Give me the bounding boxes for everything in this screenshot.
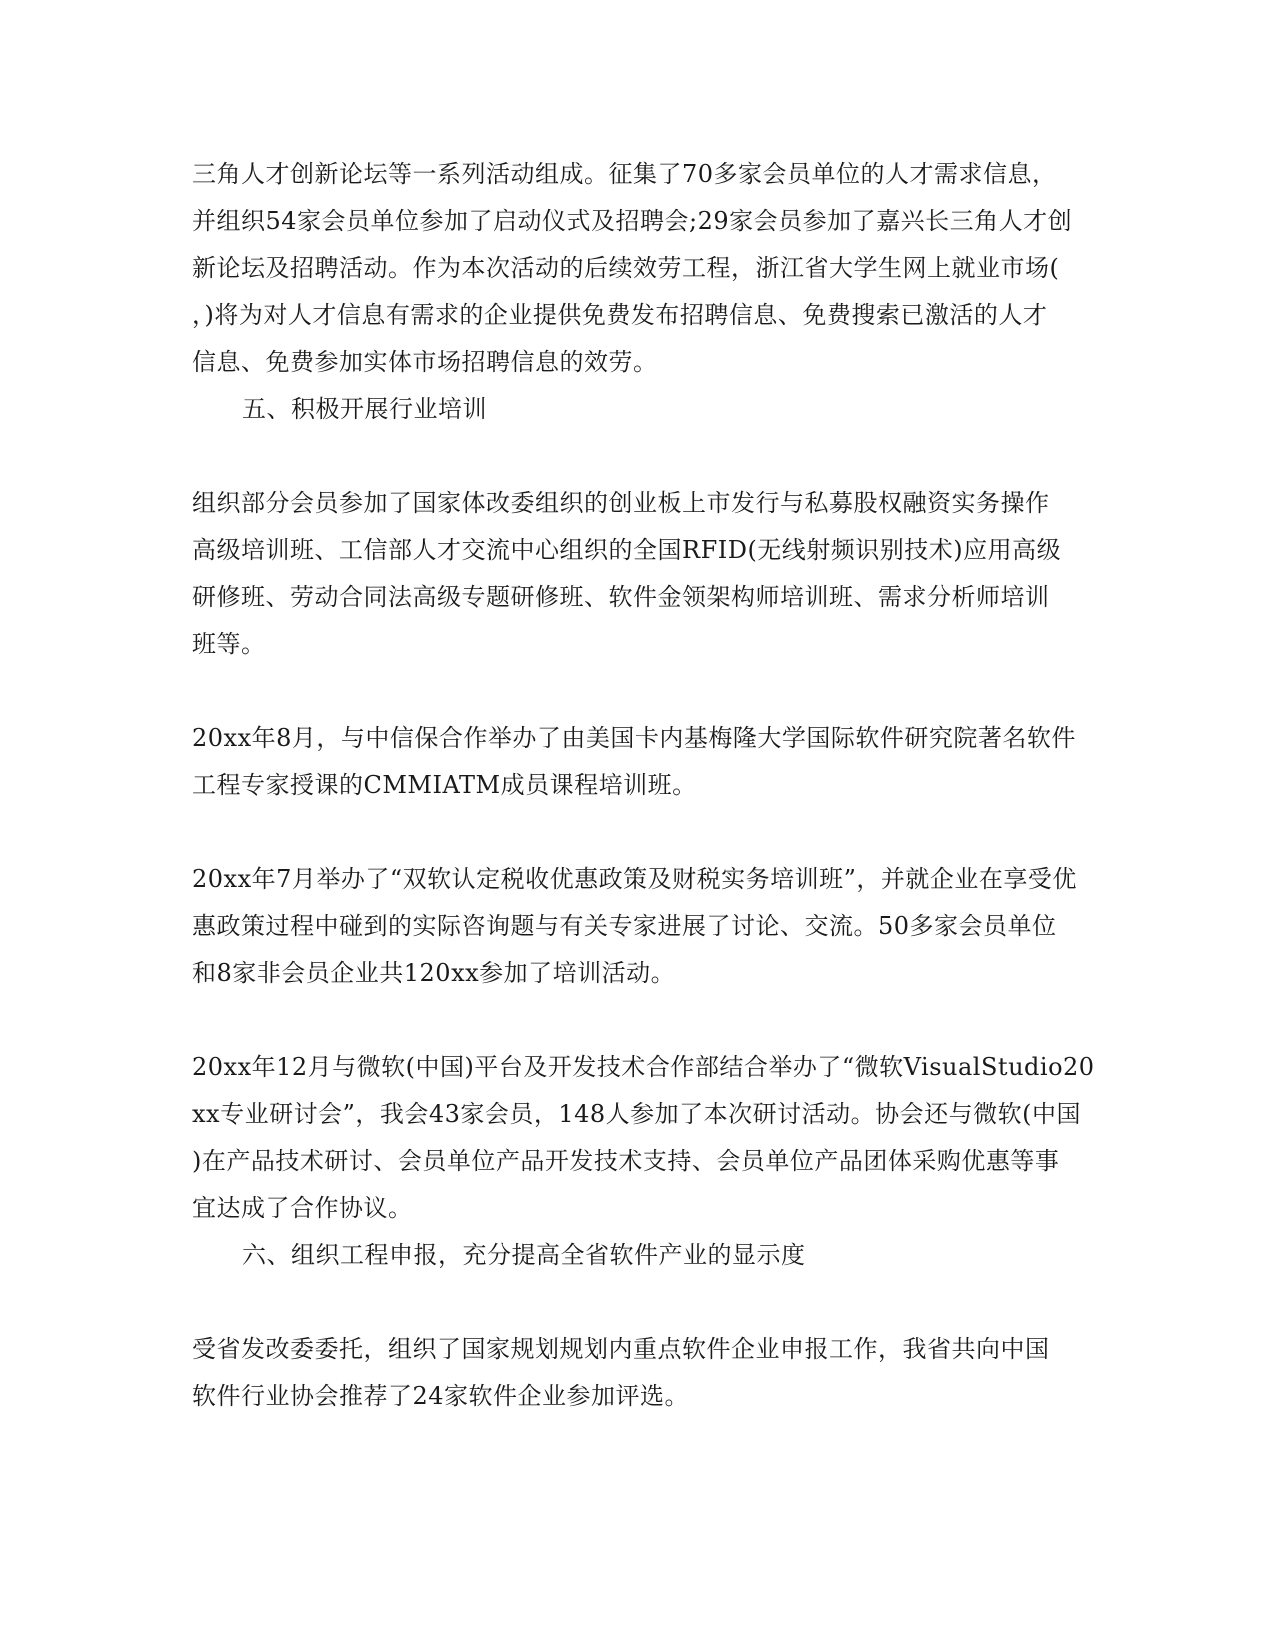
text-line: 高级培训班、工信部人才交流中心组织的全国RFID(无线射频识别技术)应用高级 — [192, 536, 1062, 564]
text-line: 研修班、劳动合同法高级专题研修班、软件金领架构师培训班、需求分析师培训 — [192, 583, 1050, 611]
text-line: 软件行业协会推荐了24家软件企业参加评选。 — [192, 1382, 690, 1410]
text-line: xx专业研讨会”，我会43家会员，148人参加了本次研讨活动。协会还与微软(中国 — [192, 1100, 1082, 1128]
text-line: 20xx年12月与微软(中国)平台及开发技术合作部结合举办了“微软VisualStudio20 — [192, 1053, 1095, 1081]
section-heading-6: 六、组织工程申报，充分提高全省软件产业的显示度 — [242, 1241, 806, 1269]
text-line: 惠政策过程中碰到的实际咨询题与有关专家进展了讨论、交流。50多家会员单位 — [192, 912, 1057, 940]
section-heading-5: 五、积极开展行业培训 — [242, 395, 487, 423]
text-line: 组织部分会员参加了国家体改委组织的创业板上市发行与私募股权融资实务操作 — [192, 489, 1050, 517]
text-line: 宜达成了合作协议。 — [192, 1194, 413, 1222]
text-line: 20xx年7月举办了“双软认定税收优惠政策及财税实务培训班”，并就企业在享受优 — [192, 865, 1077, 893]
text-line: 并组织54家会员单位参加了启动仪式及招聘会;29家会员参加了嘉兴长三角人才创 — [192, 207, 1073, 235]
text-line: 受省发改委委托，组织了国家规划规划内重点软件企业申报工作，我省共向中国 — [192, 1335, 1050, 1363]
text-line: ，)将为对人才信息有需求的企业提供免费发布招聘信息、免费搜索已激活的人才 — [192, 301, 1048, 329]
text-line: 和8家非会员企业共120xx参加了培训活动。 — [192, 959, 676, 987]
text-line: 20xx年8月，与中信保合作举办了由美国卡内基梅隆大学国际软件研究院著名软件 — [192, 724, 1076, 752]
text-line: 工程专家授课的CMMIATM成员课程培训班。 — [192, 771, 697, 799]
text-line: 新论坛及招聘活动。作为本次活动的后续效劳工程，浙江省大学生网上就业市场( — [192, 254, 1060, 282]
text-line: 信息、免费参加实体市场招聘信息的效劳。 — [192, 348, 658, 376]
text-line: 班等。 — [192, 630, 266, 658]
text-line: 三角人才创新论坛等一系列活动组成。征集了70多家会员单位的人才需求信息， — [192, 160, 1057, 188]
text-line: )在产品技术研讨、会员单位产品开发技术支持、会员单位产品团体采购优惠等事 — [192, 1147, 1060, 1175]
